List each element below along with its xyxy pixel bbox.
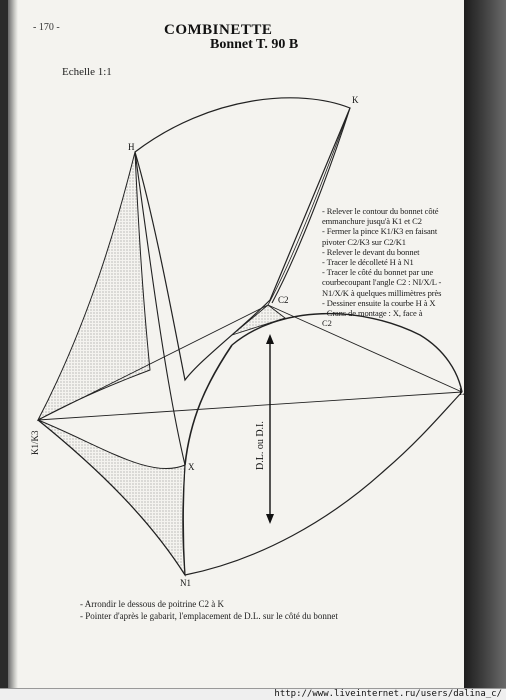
- instruction-line: C2: [322, 318, 332, 329]
- instruction-line: - Dessiner ensuite la courbe H à X: [322, 297, 436, 308]
- page-number: - 170 -: [33, 22, 60, 33]
- instruction-line: pivoter C2/K3 sur C2/K1: [322, 236, 406, 247]
- dart-shaded-lower: [38, 420, 185, 575]
- source-bar: [0, 688, 506, 700]
- source-url[interactable]: http://www.liveinternet.ru/users/dalina_c/: [274, 689, 502, 699]
- point-h: H: [128, 142, 135, 152]
- point-k1k3: K1/K3: [30, 430, 40, 455]
- instruction-line: N1/X/K à quelques millimètres près: [322, 287, 442, 298]
- dl-arrow: [255, 334, 274, 524]
- point-k: K: [352, 95, 359, 105]
- page-subtitle: Bonnet T. 90 B: [210, 37, 299, 52]
- page-title: COMBINETTE: [164, 22, 273, 38]
- k1-l-line: [38, 392, 462, 420]
- instruction-line: courbecoupant l'angle C2 : NI/X/L -: [322, 277, 442, 288]
- dl-label: D.L. ou D.I.: [255, 421, 266, 470]
- instruction-line: - Fermer la pince K1/K3 en faisant: [322, 226, 438, 237]
- point-n1: N1: [180, 578, 191, 588]
- point-l: L: [459, 387, 465, 397]
- lower-cup-outline: [38, 392, 462, 575]
- instruction-line: - Relever le contour du bonnet côté: [322, 206, 439, 216]
- instruction-line: - Crans de montage : X, face à: [322, 308, 423, 319]
- instruction-line: emmanchure jusqu'à K1 et C2: [322, 216, 422, 227]
- footnote-line: - Arrondir le dessous de poitrine C2 à K: [80, 599, 224, 609]
- dart-shaded-left: [38, 152, 150, 420]
- scale-label: Echelle 1:1: [62, 66, 112, 78]
- instruction-line: - Tracer le côté du bonnet par une: [322, 267, 434, 278]
- footnote-line: - Pointer d'après le gabarit, l'emplacement de D.L. sur le côté du bonnet: [80, 611, 338, 621]
- side-curve-c2-x: [185, 345, 232, 465]
- point-x: X: [188, 462, 195, 472]
- footnotes-block: [80, 598, 338, 622]
- instruction-line: - Relever le devant du bonnet: [322, 246, 420, 257]
- instructions-block: [322, 206, 470, 328]
- point-c2: C2: [278, 295, 289, 305]
- instruction-line: - Tracer le décolleté H à N1: [322, 257, 414, 268]
